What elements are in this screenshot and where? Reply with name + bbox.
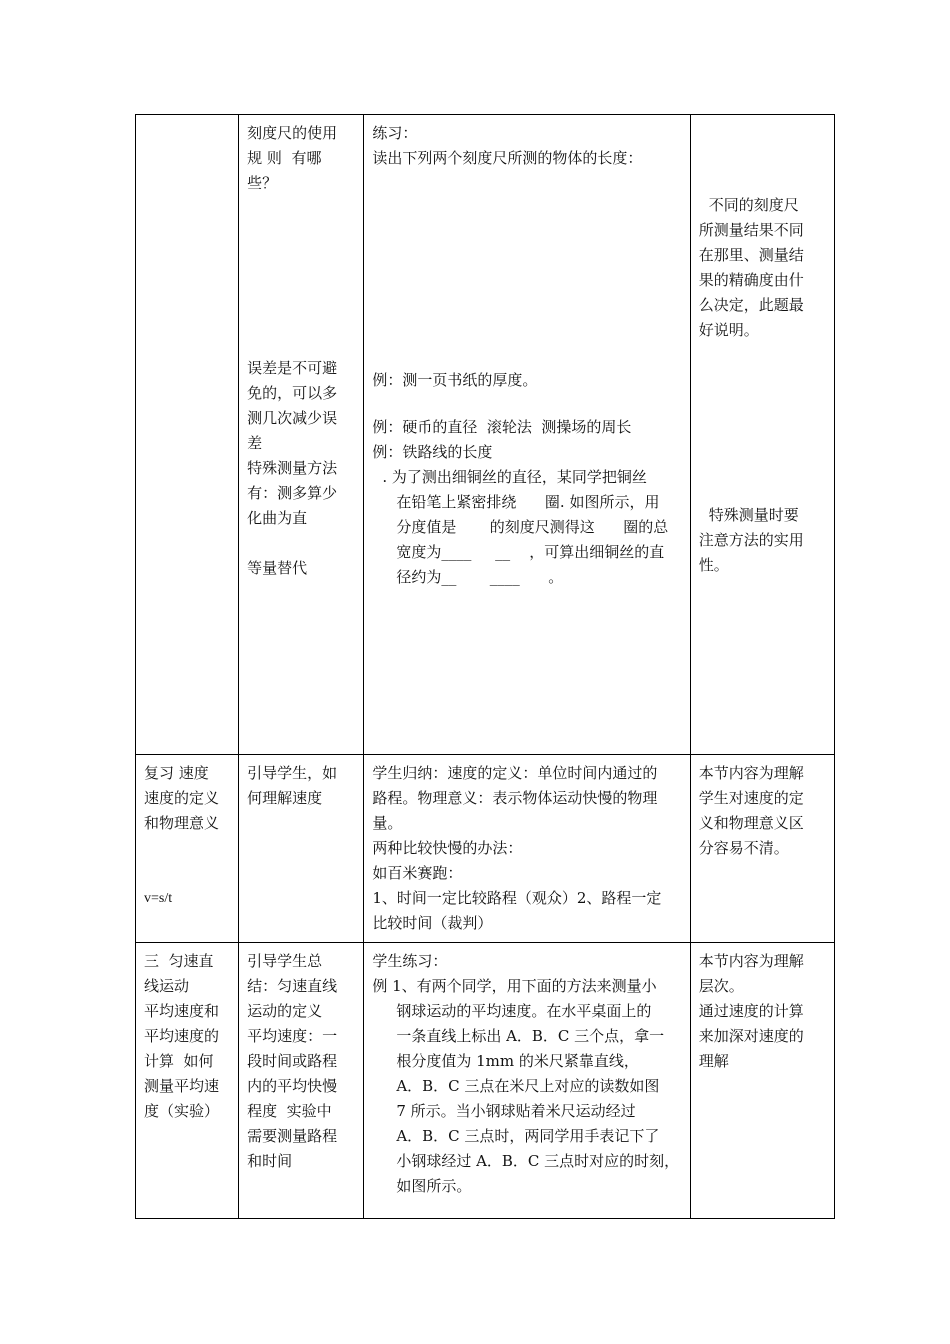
text-line: 小钢球经过 A．B．C 三点时对应的时刻， — [396, 1152, 680, 1170]
text-line: 测量平均速 — [144, 1077, 220, 1095]
text-line: 内的平均快慢 — [247, 1077, 338, 1095]
text-line: 所测量结果不同 — [698, 221, 804, 239]
text-line: 本节内容为理解 — [698, 952, 804, 970]
cell-teacher-activity — [239, 943, 364, 1219]
table-row-speed-review — [136, 755, 835, 943]
text-line: 性。 — [698, 556, 729, 574]
text-line: 和时间 — [247, 1152, 293, 1170]
text-line: 刻度尺的使用 — [247, 124, 338, 142]
text-line: 学生对速度的定 — [698, 789, 804, 807]
text-line: 根分度值为 1mm 的米尺紧靠直线， — [396, 1052, 639, 1070]
text-line: 钢球运动的平均速度。在水平桌面上的 — [396, 1002, 652, 1020]
text-line: 例：测一页书纸的厚度。 — [372, 371, 538, 389]
text-line: 学生练习： — [372, 952, 448, 970]
text-line: 等量替代 — [247, 559, 308, 577]
text-line: 读出下列两个刻度尺所测的物体的长度： — [372, 149, 643, 167]
text-line: 在铅笔上紧密排绕 圈. 如图所示，用 — [396, 493, 660, 511]
text-line: 规 则 有哪 — [247, 149, 322, 167]
text-line: 些？ — [247, 174, 278, 192]
text-line: 来加深对速度的 — [698, 1027, 804, 1045]
text-line: 1、时间一定比较路程（观众）2、路程一定 — [372, 889, 662, 907]
text-line: 例：铁路线的长度 — [372, 443, 493, 461]
text-line: 么决定，此题最 — [698, 296, 804, 314]
text-line: 如百米赛跑： — [372, 864, 463, 882]
text-line: 好说明。 — [698, 321, 759, 339]
text-line: 测几次减少误 — [247, 409, 338, 427]
text-line: 不同的刻度尺 — [708, 196, 799, 214]
cell-teacher-activity — [239, 755, 364, 943]
text-line: 如图所示。 — [396, 1177, 472, 1195]
text-line: 例：硬币的直径 滚轮法 测操场的周长 — [372, 418, 632, 436]
text-line: 需要测量路程 — [247, 1127, 338, 1145]
text-line: 在那里、测量结 — [698, 246, 804, 264]
text-line: 学生归纳：速度的定义：单位时间内通过的 — [372, 764, 658, 782]
text-line: 练习： — [372, 124, 418, 142]
text-line: 特殊测量时要 — [708, 506, 799, 524]
cell-teacher-activity — [239, 115, 364, 755]
text-line: A．B．C 三点时，两同学用手表记下了 — [396, 1127, 660, 1145]
text-line: 例 1、有两个同学，用下面的方法来测量小 — [372, 977, 657, 995]
text-line: 计算 如何 — [144, 1052, 214, 1070]
table-row-uniform-motion — [136, 943, 835, 1219]
text-line: 误差是不可避 — [247, 359, 338, 377]
text-line: 义和物理意义区 — [698, 814, 804, 832]
text-line: 复习 速度 — [144, 764, 209, 782]
cell-design-intent — [690, 943, 834, 1219]
text-line: 度（实验） — [144, 1102, 220, 1120]
text-line: 三 匀速直 — [144, 952, 214, 970]
text-line: 通过速度的计算 — [698, 1002, 804, 1020]
cell-student-activity — [364, 943, 690, 1219]
text-line: 比较时间（裁判） — [372, 914, 493, 932]
text-line: 本节内容为理解 — [698, 764, 804, 782]
text-line: 段时间或路程 — [247, 1052, 338, 1070]
cell-design-intent — [690, 755, 834, 943]
text-line: 有：测多算少 — [247, 484, 338, 502]
cell-topic-empty — [136, 115, 239, 755]
cell-student-activity — [364, 115, 690, 755]
text-line: 理解 — [698, 1052, 729, 1070]
text-line: 平均速度的 — [144, 1027, 220, 1045]
cell-topic — [136, 943, 239, 1219]
text-line: 特殊测量方法 — [247, 459, 338, 477]
text-line: 径约为__ ____ 。 — [396, 568, 564, 586]
speed-formula: v=s/t — [144, 891, 173, 906]
text-line: 路程。物理意义：表示物体运动快慢的物理 — [372, 789, 658, 807]
cell-topic — [136, 755, 239, 943]
text-line: . 为了测出细铜丝的直径，某同学把铜丝 — [382, 468, 647, 486]
text-line: 化曲为直 — [247, 509, 308, 527]
text-line: 程度 实验中 — [247, 1102, 332, 1120]
text-line: A．B．C 三点在米尺上对应的读数如图 — [396, 1077, 660, 1095]
text-line: 一条直线上标出 A．B．C 三个点，拿一 — [396, 1027, 665, 1045]
text-line: 层次。 — [698, 977, 744, 995]
text-line: 和物理意义 — [144, 814, 220, 832]
text-line: 免的，可以多 — [247, 384, 338, 402]
text-line: 运动的定义 — [247, 1002, 323, 1020]
text-line: 量。 — [372, 814, 403, 832]
text-line: 引导学生总 — [247, 952, 323, 970]
text-line: 宽度为____ __ ，可算出细铜丝的直 — [396, 543, 665, 561]
cell-design-intent — [690, 115, 834, 755]
text-line: 引导学生，如 — [247, 764, 338, 782]
text-line: 7 所示。当小钢球贴着米尺运动经过 — [396, 1102, 636, 1120]
text-line: 果的精确度由什 — [698, 271, 804, 289]
lesson-plan-table — [135, 114, 835, 1219]
text-line: 差 — [247, 434, 263, 452]
text-line: 平均速度：一 — [247, 1027, 338, 1045]
text-line: 分容易不清。 — [698, 839, 789, 857]
text-line: 速度的定义 — [144, 789, 220, 807]
text-line: 平均速度和 — [144, 1002, 220, 1020]
text-line: 线运动 — [144, 977, 190, 995]
table-row-measurement — [136, 115, 835, 755]
text-line: 分度值是 的刻度尺测得这 圈的总 — [396, 518, 669, 536]
text-line: 注意方法的实用 — [698, 531, 804, 549]
text-line: 两种比较快慢的办法： — [372, 839, 523, 857]
text-line: 何理解速度 — [247, 789, 323, 807]
text-line: 结：匀速直线 — [247, 977, 338, 995]
cell-student-activity — [364, 755, 690, 943]
